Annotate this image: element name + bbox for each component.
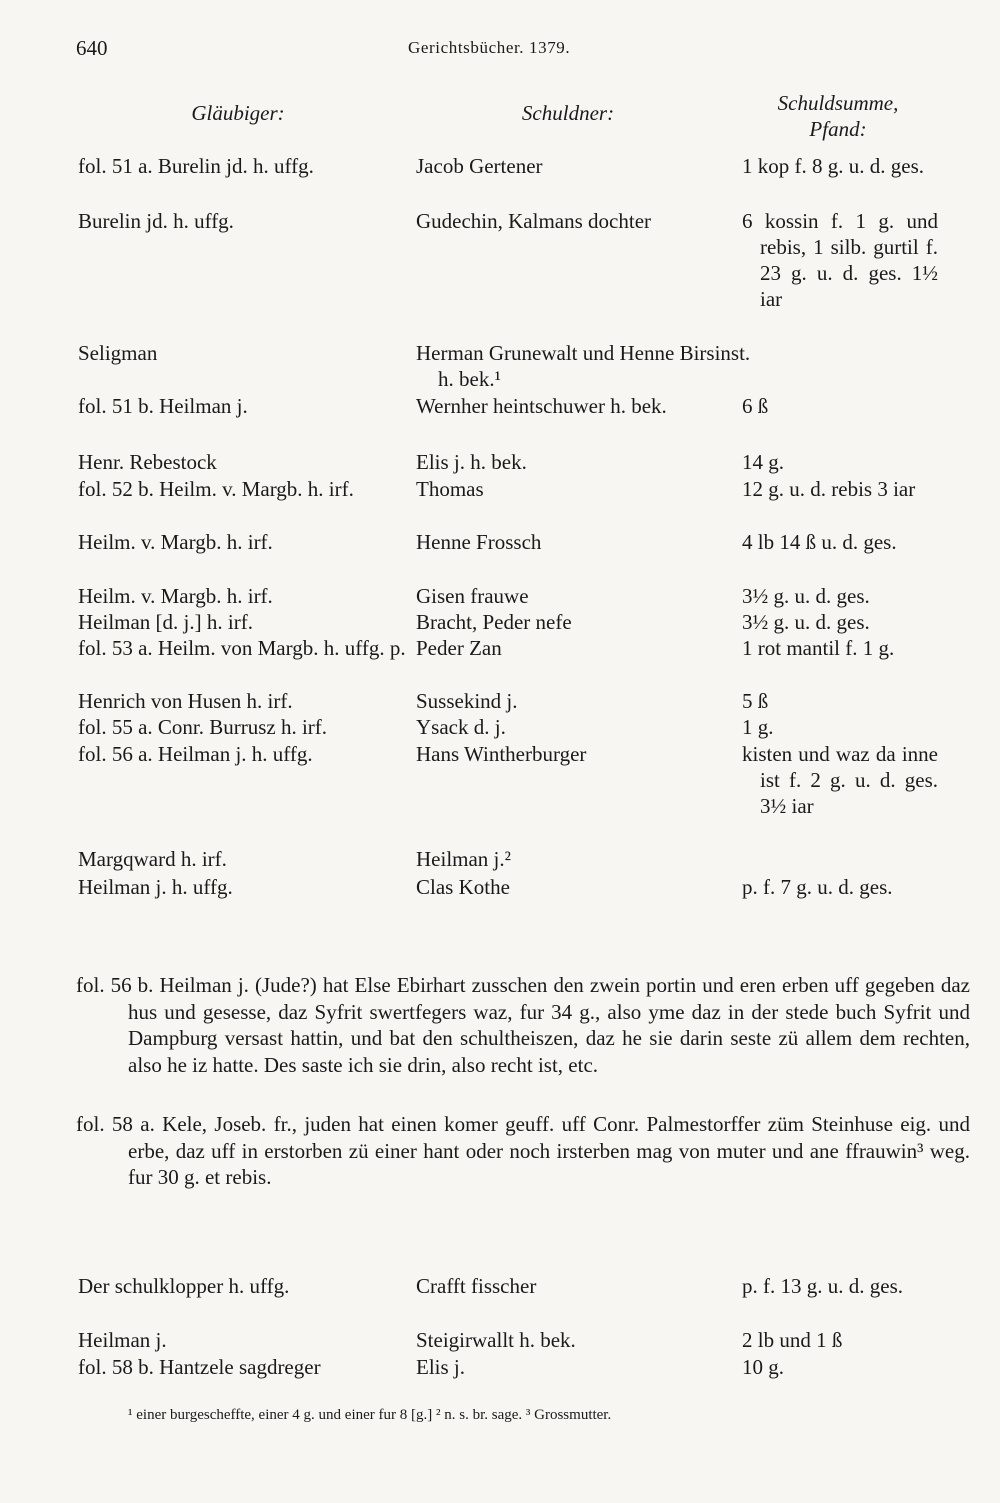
sum-cell: 10 g.	[742, 1355, 784, 1379]
creditor-cell: Der schulklopper h. uffg.	[78, 1274, 290, 1298]
sum-cell: kisten und waz da inne ist f. 2 g. u. d. ges. 3½ iar	[742, 742, 938, 818]
sum-cell: 3½ g. u. d. ges.	[742, 584, 870, 608]
sum-cell: 1 g.	[742, 715, 774, 739]
debtor-cell: Gisen frauwe	[416, 584, 529, 608]
sum-cell: p. f. 13 g. u. d. ges.	[742, 1274, 903, 1298]
debtor-cell: Herman Grunewalt und Henne Birsinst. h. bek.¹	[416, 341, 751, 391]
sum-cell: 2 lb und 1 ß	[742, 1328, 843, 1352]
paragraph-fol-56b: fol. 56 b. Heilman j. (Jude?) hat Else Ebirhart zusschen den zwein portin und eren erben uff gegeben daz hus und gesesse, daz Syfrit swertfegers waz, fur 34 g., also yme daz in der stede buch Syfrit und Dampburg versast hattin, und bat den schultheiszen, daz he sie darin seste zü allem dem rechten, also he iz hatte. Des saste ich sie drin, also recht ist, etc.	[76, 973, 970, 1077]
creditor-cell: Seligman	[78, 341, 158, 365]
creditor-cell: Henr. Rebestock	[78, 450, 217, 474]
creditor-cell: Heilman [d. j.] h. irf.	[78, 610, 253, 634]
creditor-cell: Heilman j. h. uffg.	[78, 875, 233, 899]
creditor-cell: Margqward h. irf.	[78, 847, 227, 871]
sum-cell: p. f. 7 g. u. d. ges.	[742, 875, 893, 899]
sum-cell: 1 kop f. 8 g. u. d. ges.	[742, 154, 924, 178]
sum-cell: 1 rot mantil f. 1 g.	[742, 636, 895, 660]
debtor-cell: Crafft fisscher	[416, 1274, 537, 1298]
column-header-sum-line2: Pfand:	[809, 117, 867, 141]
creditor-cell: fol. 51 b. Heilman j.	[78, 394, 248, 418]
debtor-cell: Hans Wintherburger	[416, 742, 587, 766]
debtor-cell: Heilman j.²	[416, 847, 511, 871]
sum-cell: 6 ß	[742, 394, 769, 418]
debtor-cell: Peder Zan	[416, 636, 502, 660]
debtor-cell: Sussekind j.	[416, 689, 518, 713]
paragraph-fol-58a: fol. 58 a. Kele, Joseb. fr., juden hat einen komer geuff. uff Conr. Palmestorffer züm Steinhuse eig. und erbe, daz uff in erstorben zü einer hant oder noch irsterben mag von muter und ane ffrauwin³ weg. fur 30 g. et rebis.	[76, 1112, 970, 1189]
footnotes: ¹ einer burgescheffte, einer 4 g. und einer fur 8 [g.] ² n. s. br. sage. ³ Grossmutter.	[128, 1407, 612, 1423]
creditor-cell: fol. 58 b. Hantzele sagdreger	[78, 1355, 321, 1379]
sum-cell: 14 g.	[742, 450, 784, 474]
debtor-cell: Henne Frossch	[416, 530, 542, 554]
column-header-sum-line1: Schuldsumme,	[777, 91, 899, 115]
sum-cell: 3½ g. u. d. ges.	[742, 610, 870, 634]
column-header-sum	[738, 90, 938, 142]
debtor-cell: Ysack d. j.	[416, 715, 506, 739]
sum-cell: 5 ß	[742, 689, 769, 713]
creditor-cell: Heilm. v. Margb. h. irf.	[78, 584, 273, 608]
creditor-cell: fol. 52 b. Heilm. v. Margb. h. irf.	[78, 477, 354, 501]
creditor-cell: Heilman j.	[78, 1328, 167, 1352]
creditor-cell: Heilm. v. Margb. h. irf.	[78, 530, 273, 554]
creditor-cell: fol. 56 a. Heilman j. h. uffg.	[78, 742, 313, 766]
sum-cell: 4 lb 14 ß u. d. ges.	[742, 530, 897, 554]
debtor-cell: Elis j. h. bek.	[416, 450, 527, 474]
creditor-cell: fol. 55 a. Conr. Burrusz h. irf.	[78, 715, 328, 739]
debtor-cell: Wernher heintschuwer h. bek.	[416, 394, 667, 418]
debtor-cell: Elis j.	[416, 1355, 466, 1379]
column-header-creditor: Gläubiger:	[191, 101, 285, 125]
debtor-cell: Bracht, Peder nefe	[416, 610, 572, 634]
debtor-cell: Jacob Gertener	[416, 154, 543, 178]
column-header-debtor: Schuldner:	[521, 101, 615, 125]
sum-cell: 12 g. u. d. rebis 3 iar	[742, 477, 916, 501]
creditor-cell: Burelin jd. h. uffg.	[78, 209, 234, 233]
debtor-cell: Steigirwallt h. bek.	[416, 1328, 576, 1352]
creditor-cell: Henrich von Husen h. irf.	[78, 689, 293, 713]
creditor-cell: fol. 53 a. Heilm. von Margb. h. uffg. p.	[78, 636, 406, 660]
sum-cell: 6 kossin f. 1 g. und rebis, 1 silb. gurtil f. 23 g. u. d. ges. 1½ iar	[742, 209, 938, 311]
debtor-cell: Gudechin, Kalmans dochter	[416, 209, 652, 233]
page-number: 640	[76, 36, 108, 60]
debtor-cell: Thomas	[416, 477, 484, 501]
running-title: Gerichtsbücher. 1379.	[408, 38, 571, 57]
debtor-cell: Clas Kothe	[416, 875, 510, 899]
creditor-cell: fol. 51 a. Burelin jd. h. uffg.	[78, 154, 314, 178]
